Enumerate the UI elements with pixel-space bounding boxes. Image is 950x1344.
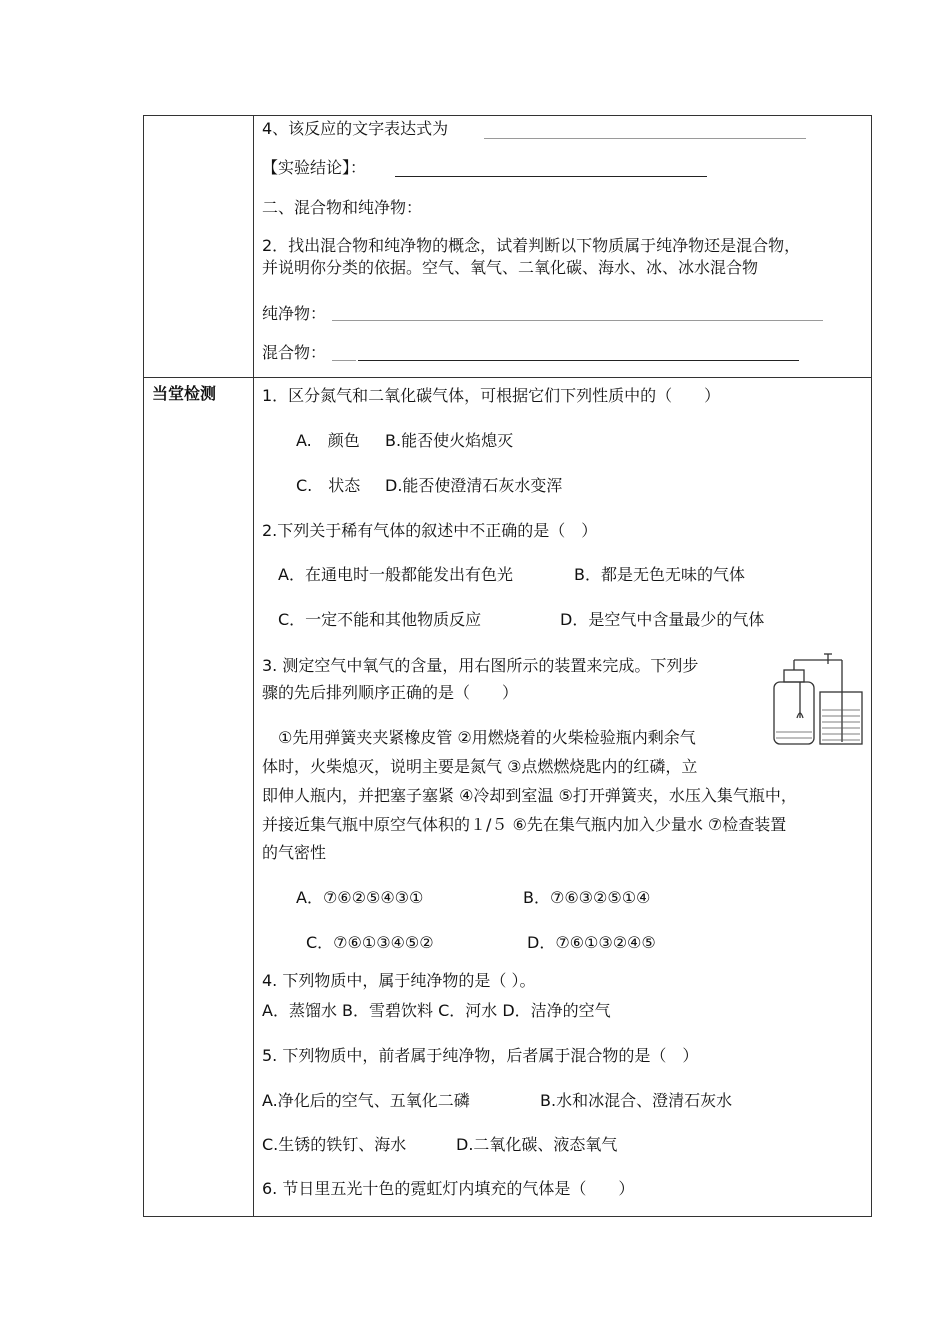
q4-expression-prompt: 4、该反应的文字表达式为 — [262, 119, 449, 138]
conclusion-answer-blank[interactable] — [395, 176, 707, 177]
test-q2-option-d[interactable]: D．是空气中含量最少的气体 — [560, 610, 765, 629]
test-q3-line4: 体时，火柴熄灭，说明主要是氮气 ③点燃燃烧匙内的红磷，立 — [262, 757, 698, 776]
test-q6-stem: 6. 节日里五光十色的霓虹灯内填充的气体是（ ） — [262, 1179, 635, 1198]
column-divider — [253, 115, 254, 1217]
test-q3-option-c[interactable]: C．⑦⑥①③④⑤② — [306, 933, 434, 952]
test-q3-line2: 骤的先后排列顺序正确的是（ ） — [262, 683, 519, 702]
test-q2-option-a[interactable]: A．在通电时一般都能发出有色光 — [278, 565, 513, 584]
row-divider — [143, 377, 872, 378]
test-q5-option-a[interactable]: A.净化后的空气、五氧化二磷 — [262, 1091, 470, 1110]
test-q3-line6: 并接近集气瓶中原空气体积的１/５ ⑥先在集气瓶内加入少量水 ⑦检查装置 — [262, 815, 787, 834]
test-q3-option-b[interactable]: B．⑦⑥③②⑤①④ — [523, 888, 651, 907]
test-q1-option-c[interactable]: C. 状态 — [296, 476, 361, 495]
test-q1-option-d[interactable]: D.能否使澄清石灰水变浑 — [385, 476, 563, 495]
mixture-blank[interactable] — [358, 360, 799, 361]
test-q5-option-d[interactable]: D.二氧化碳、液态氧气 — [456, 1135, 618, 1154]
test-q5-option-b[interactable]: B.水和冰混合、澄清石灰水 — [540, 1091, 733, 1110]
mixture-label: 混合物： — [262, 343, 327, 362]
test-q1-stem: 1．区分氮气和二氧化碳气体，可根据它们下列性质中的（ ） — [262, 386, 721, 405]
conclusion-label: 【实验结论】： — [262, 158, 367, 177]
test-q2-option-c[interactable]: C．一定不能和其他物质反应 — [278, 610, 482, 629]
pure-substance-label: 纯净物： — [262, 304, 327, 323]
test-q3-line1: 3. 测定空气中氧气的含量，用右图所示的装置来完成。下列步 — [262, 656, 699, 675]
oxygen-measurement-apparatus-icon — [770, 652, 870, 750]
q4-answer-blank[interactable] — [484, 138, 806, 139]
test-q4-options[interactable]: A．蒸馏水 B．雪碧饮料 C．河水 D．洁净的空气 — [262, 1001, 611, 1020]
test-q1-option-b[interactable]: B.能否使火焰熄灭 — [385, 431, 514, 450]
pure-substance-blank[interactable] — [332, 320, 823, 321]
section-2-heading: 二、混合物和纯净物： — [262, 198, 423, 217]
test-q3-option-d[interactable]: D．⑦⑥①③②④⑤ — [527, 933, 656, 952]
mixture-blank-lead — [332, 360, 356, 361]
test-q2-stem: 2.下列关于稀有气体的叙述中不正确的是（ ） — [262, 521, 598, 540]
test-q3-line5: 即伸人瓶内，并把塞子塞紧 ④冷却到室温 ⑤打开弹簧夹，水压入集气瓶中， — [262, 786, 797, 805]
test-q4-stem: 4. 下列物质中，属于纯净物的是（ ）。 — [262, 971, 536, 990]
test-q2-option-b[interactable]: B．都是无色无味的气体 — [574, 565, 745, 584]
test-q5-stem: 5. 下列物质中，前者属于纯净物，后者属于混合物的是（ ） — [262, 1046, 699, 1065]
q2-stem-line2: 并说明你分类的依据。空气、氧气、二氧化碳、海水、冰、冰水混合物 — [262, 258, 759, 277]
test-q3-line7: 的气密性 — [262, 843, 327, 862]
test-q3-option-a[interactable]: A．⑦⑥②⑤④③① — [296, 888, 424, 907]
test-q5-option-c[interactable]: C.生锈的铁钉、海水 — [262, 1135, 407, 1154]
q2-stem-line1: 2．找出混合物和纯净物的概念，试着判断以下物质属于纯净物还是混合物， — [262, 236, 801, 255]
test-q1-option-a[interactable]: A. 颜色 — [296, 431, 360, 450]
in-class-test-label: 当堂检测 — [152, 384, 217, 403]
test-q3-line3: ①先用弹簧夹夹紧橡皮管 ②用燃烧着的火柴检验瓶内剩余气 — [278, 728, 696, 747]
